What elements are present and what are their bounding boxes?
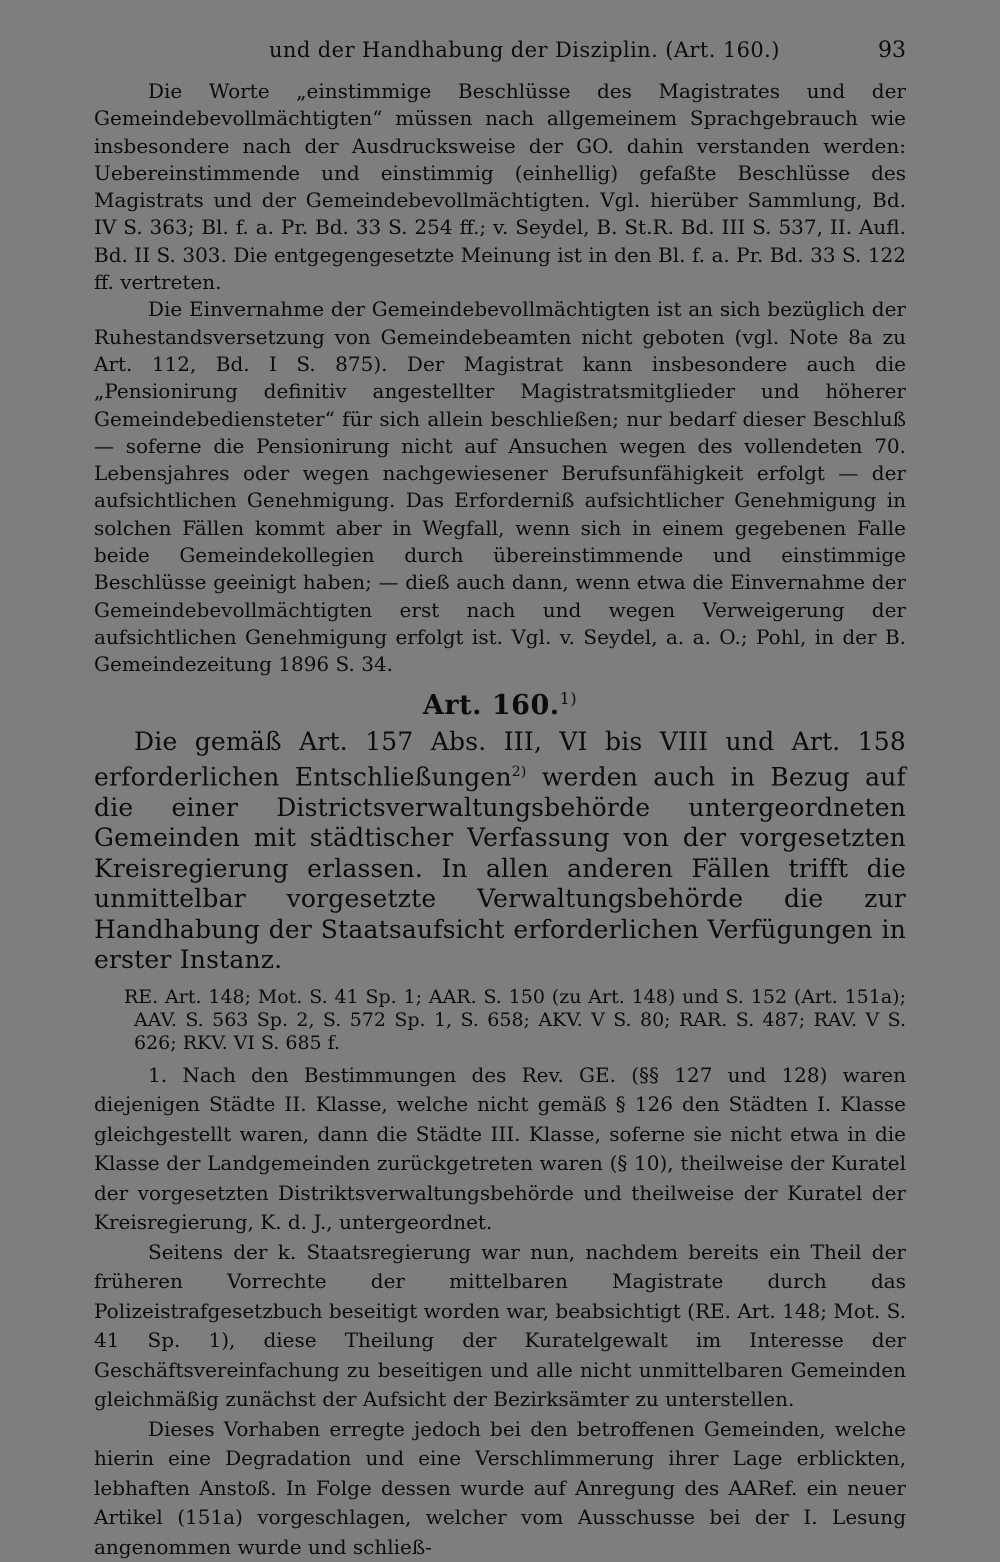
note-paragraph-3: Dieses Vorhaben erregte jedoch bei den betroffenen Gemeinden, welche hierin eine Degradation und eine Verschlimmerung ihrer Lage erblickten, lebhaften Anstoß. In Folge dessen wurde auf Anregung des AARef. ein neuer Artikel (151a) vorgeschlagen, welcher vom Ausschusse bei der I. Lesung angenommen wurde und schließ- (94, 1416, 906, 1559)
intro-section (94, 78, 906, 679)
intro-paragraph-2: Die Einvernahme der Gemeindebevollmächtigten ist an sich bezüglich der Ruhestandsversetzung von Gemeindebeamten nicht geboten (vgl. Note 8a zu Art. 112, Bd. I S. 875). Der Magistrat kann insbesondere auch die „Pensionirung definitiv angestellter Magistratsmitglieder und höherer Gemeindebediensteter“ für sich allein beschließen; nur bedarf dieser Beschluß — soferne die Pensionirung nicht auf Ansuchen wegen des vollendeten 70. Lebensjahres oder wegen nachgewiesener Berufsunfähigkeit erfolgt — der aufsichtlichen Genehmigung. Das Erforderniß aufsichtlicher Genehmigung in solchen Fällen kommt aber in Wegfall, wenn sich in einem gegebenen Falle beide Gemeindekollegien durch übereinstimmende und einstimmige Beschlüsse geeinigt haben; — dieß auch dann, wenn etwa die Einvernahme der Gemeindebevollmächtigten erst nach und wegen Verweigerung der aufsichtlichen Genehmigung erfolgt ist. Vgl. v. Seydel, a. a. O.; Pohl, in der B. Gemeindezeitung 1896 S. 34. (94, 297, 906, 677)
running-title: und der Handhabung der Disziplin. (Art. 160.) (269, 38, 780, 62)
book-page (94, 38, 906, 1562)
intro-paragraph-1: Die Worte „einstimmige Beschlüsse des Magistrates und der Gemeindebevollmächtigten“ müssen nach allgemeinem Sprachgebrauch wie insbesondere nach der Ausdrucksweise der GO. dahin verstanden werden: Uebereinstimmende und einstimmig (einhellig) gefaßte Beschlüsse des Magistrats und der Gemeindebevollmächtigten. Vgl. hierüber Sammlung, Bd. IV S. 363; Bl. f. a. Pr. Bd. 33 S. 254 ff.; v. Seydel, B. St.R. Bd. III S. 537, II. Aufl. Bd. II S. 303. Die entgegengesetzte Meinung ist in den Bl. f. a. Pr. Bd. 33 S. 122 ff. vertreten. (94, 79, 906, 295)
article-heading (94, 689, 906, 721)
running-head (94, 38, 906, 78)
article-references: RE. Art. 148; Mot. S. 41 Sp. 1; AAR. S. 150 (zu Art. 148) und S. 152 (Art. 151a); AAV. S. 563 Sp. 2, S. 572 Sp. 1, S. 658; AKV. V S. 80; RAR. S. 487; RAV. V S. 626; RKV. VI S. 685 f. (124, 985, 906, 1054)
article-heading-text: Art. 160. (422, 689, 560, 721)
law-text-footnote-mark: 2) (511, 764, 527, 781)
article-heading-footnote-mark: 1) (559, 688, 578, 708)
article-law-text (94, 727, 906, 976)
note-paragraph-1: 1. Nach den Bestimmungen des Rev. GE. (§§ 127 und 128) waren diejenigen Städte II. Klasse, welche nicht gemäß § 126 den Städten I. Klasse gleichgestellt waren, dann die Städte III. Klasse, soferne sie nicht etwa in die Klasse der Landgemeinden zurückgetreten waren (§ 10), theilweise der Kuratel der vorgesetzten Distriktsverwaltungsbehörde und theilweise der Kuratel der Kreisregierung, K. d. J., untergeordnet. (94, 1062, 906, 1235)
law-text-part-2: werden auch in Bezug auf die einer Districtsverwaltungsbehörde untergeordneten Gemeinden mit städtischer Verfassung von der vorgesetzten Kreisregierung erlassen. In allen anderen Fällen trifft die unmittelbar vorgesetzte Verwaltungsbehörde die zur Handhabung der Staatsaufsicht erforderlichen Verfügungen in erster Instanz. (94, 762, 906, 975)
notes-section (94, 1061, 906, 1562)
law-text-part-1: Die gemäß Art. 157 Abs. III, VI bis VIII und Art. 158 erforderlichen Entschließungen (94, 726, 906, 792)
note-paragraph-2: Seitens der k. Staatsregierung war nun, nachdem bereits ein Theil der früheren Vorrechte der mittelbaren Magistrate durch das Polizeistrafgesetzbuch beseitigt worden war, beabsichtigt (RE. Art. 148; Mot. S. 41 Sp. 1), diese Theilung der Kuratelgewalt im Interesse der Geschäftsvereinfachung zu beseitigen und alle nicht unmittelbaren Gemeinden gleichmäßig zunächst der Aufsicht der Bezirksämter zu unterstellen. (94, 1239, 906, 1412)
page-number: 93 (878, 38, 906, 63)
